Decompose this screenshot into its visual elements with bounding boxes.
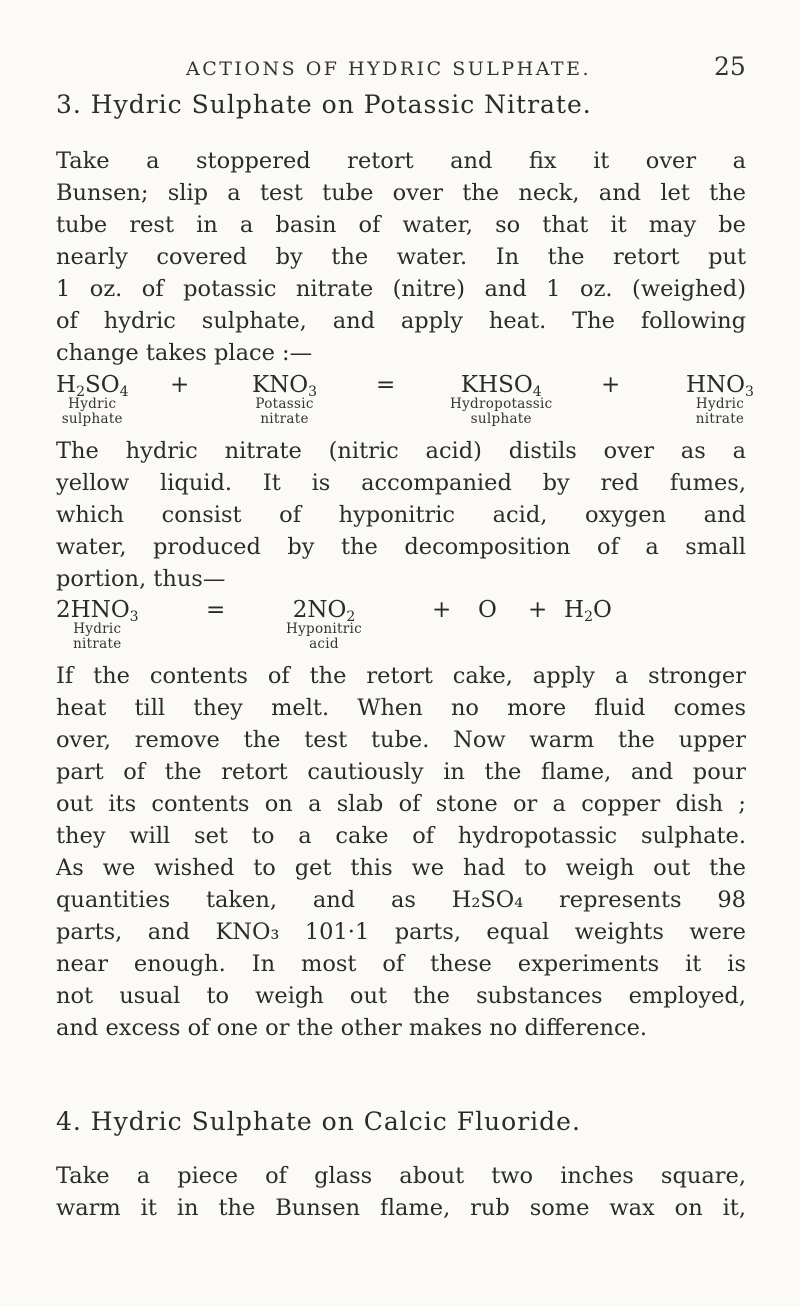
equation-term <box>564 597 612 625</box>
text-line: parts, and KNO₃ 101·1 parts, equal weights were <box>56 919 746 945</box>
formula-caption: Hydric <box>73 621 122 637</box>
running-head: ACTIONS OF HYDRIC SULPHATE. <box>186 58 591 80</box>
text-line: warm it in the Bunsen flame, rub some wax on it, <box>56 1195 746 1221</box>
formula-caption: Potassic <box>255 396 314 412</box>
text-line: Take a piece of glass about two inches square, <box>56 1163 746 1189</box>
text-line: quantities taken, and as H₂SO₄ represents 98 <box>56 887 746 913</box>
equation-term <box>286 598 362 652</box>
text-line: water, produced by the decomposition of a small <box>56 534 746 560</box>
text-line: The hydric nitrate (nitric acid) distils over as a <box>56 438 746 464</box>
equation-term <box>252 373 317 427</box>
chemical-formula: O <box>478 597 497 623</box>
text-line: over, remove the test tube. Now warm the upper <box>56 727 746 753</box>
equation-term <box>478 598 497 622</box>
text-line: out its contents on a slab of stone or a copper dish ; <box>56 791 746 817</box>
chemical-formula: $2NO_2$ <box>292 597 356 625</box>
text-line: near enough. In most of these experiments it is <box>56 951 746 977</box>
text-line: nearly covered by the water. In the retort put <box>56 244 746 270</box>
formula-caption: Hyponitric <box>286 621 362 637</box>
plus-operator: + <box>528 597 548 623</box>
formula-caption: acid <box>309 636 339 652</box>
formula-caption: nitrate <box>73 636 122 652</box>
plus-operator: + <box>601 372 621 398</box>
section-heading-4: 4. Hydric Sulphate on Calcic Fluoride. <box>56 1107 581 1136</box>
equals-operator: = <box>376 372 396 398</box>
text-line: which consist of hyponitric acid, oxygen and <box>56 502 746 528</box>
text-line: yellow liquid. It is accompanied by red fumes, <box>56 470 746 496</box>
equation-term <box>56 373 129 427</box>
text-line: of hydric sulphate, and apply heat. The following <box>56 308 746 334</box>
plus-operator: + <box>432 597 452 623</box>
chemical-formula: $KHSO_4$ <box>460 372 542 400</box>
text-line: not usual to weigh out the substances employed, <box>56 983 746 1009</box>
text-line: Bunsen; slip a test tube over the neck, and let the <box>56 180 746 206</box>
text-line: Take a stoppered retort and fix it over a <box>56 148 746 174</box>
text-line: part of the retort cautiously in the flame, and pour <box>56 759 746 785</box>
text-line: If the contents of the retort cake, apply a stronger <box>56 663 746 689</box>
paragraph-cake <box>56 660 746 1044</box>
text-line: tube rest in a basin of water, so that it may be <box>56 212 746 238</box>
equation-term <box>686 373 754 427</box>
plus-operator: + <box>170 372 190 398</box>
chemical-formula: $HNO_3$ <box>686 372 754 400</box>
formula-caption: sulphate <box>470 411 532 427</box>
text-line: As we wished to get this we had to weigh out the <box>56 855 746 881</box>
formula-caption: Hydric <box>695 396 745 412</box>
text-line: portion, thus— <box>56 566 226 592</box>
paragraph-procedure <box>56 145 746 369</box>
formula-caption: sulphate <box>61 411 123 427</box>
chemical-formula: $H_2O$ <box>564 597 612 625</box>
chemical-equation-2 <box>56 598 756 658</box>
formula-caption: nitrate <box>695 411 745 427</box>
paragraph-distillation <box>56 435 746 595</box>
text-line: change takes place :— <box>56 340 313 366</box>
text-line: 1 oz. of potassic nitrate (nitre) and 1 oz. (weighed) <box>56 276 746 302</box>
formula-caption: nitrate <box>260 411 309 427</box>
equation-term <box>56 598 139 652</box>
chemical-formula: $KNO_3$ <box>252 372 318 400</box>
formula-caption: Hydric <box>68 396 117 412</box>
text-line: and excess of one or the other makes no difference. <box>56 1015 648 1041</box>
chemical-equation-1 <box>56 373 756 433</box>
equals-operator: = <box>206 597 226 623</box>
paragraph-glass <box>56 1160 746 1224</box>
equation-term <box>450 373 553 427</box>
text-line: they will set to a cake of hydropotassic sulphate. <box>56 823 746 849</box>
chemical-formula: $H_2SO_4$ <box>56 372 129 400</box>
chemical-formula: $2HNO_3$ <box>56 597 139 625</box>
formula-caption: Hydropotassic <box>450 396 553 412</box>
text-line: heat till they melt. When no more fluid comes <box>56 695 746 721</box>
page-number: 25 <box>714 52 746 81</box>
section-heading-3: 3. Hydric Sulphate on Potassic Nitrate. <box>56 90 592 119</box>
